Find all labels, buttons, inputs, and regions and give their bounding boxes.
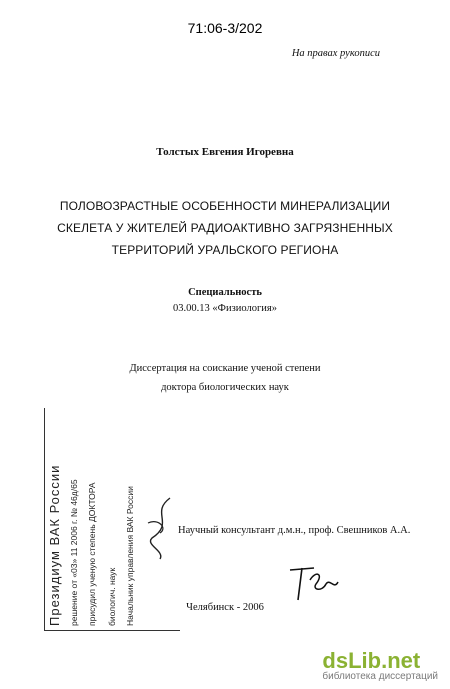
specialty-label: Специальность [188,287,262,298]
stamp-line-5: Начальник управления ВАК России [125,486,135,626]
title-line-3: ТЕРРИТОРИЙ УРАЛЬСКОГО РЕГИОНА [111,243,339,257]
dissertation-degree-line-2: доктора биологических наук [161,382,289,393]
dslib-logo-subtitle: библиотека диссертаций [322,671,438,682]
stamp-line-3: присудил ученую степень ДОКТОРА [87,482,97,626]
stamp-line-2: решение от «03» 11 2006 г. № 46д/65 [69,479,79,626]
stamp-signature-scribble [140,493,180,563]
author-signature [286,560,346,604]
stamp-line-4: биологич. наук [107,567,117,626]
city-year: Челябинск - 2006 [186,602,264,613]
title-line-2: СКЕЛЕТА У ЖИТЕЛЕЙ РАДИОАКТИВНО ЗАГРЯЗНЕННЫХ [57,221,393,235]
rights-note: На правах рукописи [291,48,380,59]
author-name: Толстых Евгения Игоревна [156,146,294,158]
vak-stamp [44,408,180,631]
stamp-line-1: Президиум ВАК России [47,464,62,626]
specialty-value: 03.00.13 «Физиология» [173,303,277,314]
dslib-logo-name: dsLib.net [322,648,421,673]
title-line-1: ПОЛОВОЗРАСТНЫЕ ОСОБЕННОСТИ МИНЕРАЛИЗАЦИИ [59,199,391,213]
document-code: 71:06-3/202 [187,20,263,36]
dissertation-degree-line-1: Диссертация на соискание ученой степени [129,363,321,374]
dslib-watermark-logo [322,648,438,682]
scientific-consultant: Научный консультант д.м.н., проф. Свешников А.А. [178,525,411,536]
dissertation-title [20,195,430,261]
